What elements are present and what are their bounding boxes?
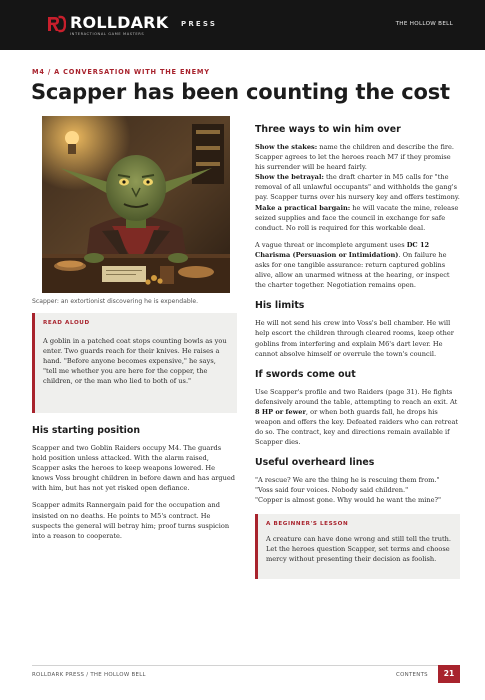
- rolldark-logo-icon: [46, 14, 66, 34]
- overheard-lines: [255, 475, 460, 505]
- way-1-text: name the children and describe the fire. Scapper agrees to let the heroes reach M7 if they promise his surrender will be heard fairly.: [255, 143, 455, 172]
- ways-to-win-section: [255, 124, 460, 290]
- starting-position-section: [32, 425, 237, 541]
- persuasion-dc-paragraph: [255, 240, 460, 290]
- overheard-line: "Copper is almost gone. Why would he want the mine?": [255, 496, 442, 505]
- press-label: PRESS: [181, 20, 218, 28]
- logo-text: ROLLDARK: [70, 13, 169, 32]
- way-3-label: Make a practical bargain:: [255, 203, 351, 212]
- page-number: 21: [438, 665, 460, 683]
- swords-section: [255, 369, 460, 448]
- swords-text: [255, 387, 460, 448]
- overheard-line: "Voss said four voices. Nobody said children.": [255, 486, 409, 495]
- swords-text-before: Use Scapper's profile and two Raiders (page 31). He fights defensively around the table, attempting to reach an exit. At: [255, 387, 458, 406]
- book-title: THE HOLLOW BELL: [395, 21, 453, 27]
- goblin-portrait-illustration: [42, 116, 230, 293]
- swords-heading: If swords come out: [255, 368, 356, 380]
- dc-text-before: A vague threat or incomplete argument uses: [255, 240, 407, 249]
- chapter-kicker: M4 / A CONVERSATION WITH THE ENEMY: [32, 68, 210, 76]
- read-aloud-text: A goblin in a patched coat stops counting bowls as you enter. Two guards reach for their knives. He raises a hand. "Before anyone becomes expensive," he says, "tell me whether you are here for the copper, the children, or the man who lied to both of us.": [43, 337, 227, 386]
- right-column: [255, 124, 460, 579]
- way-1-label: Show the stakes:: [255, 143, 318, 151]
- starting-position-heading: His starting position: [32, 425, 141, 436]
- top-bar: [0, 0, 485, 50]
- overheard-heading: Useful overheard lines: [255, 457, 375, 469]
- starting-position-paragraph-2: Scapper admits Rannergain paid for the occupation and insisted on no deaths. He points to M5's contract. He suspects the general will betray him; proof turns suspicion into a reason to cooperate.: [32, 501, 230, 540]
- overheard-line: "A rescue? We are the thing he is rescuing them from.": [255, 476, 440, 485]
- logo-tagline: INTERACTIONAL GAME MASTERS: [70, 32, 145, 36]
- ways-to-win-list: [255, 142, 460, 233]
- read-aloud-box: [32, 313, 237, 413]
- hp-threshold: 8 HP or fewer: [255, 407, 306, 416]
- ways-to-win-heading: Three ways to win him over: [255, 124, 401, 135]
- swords-text-after: , or when both guards fall, he drops his weapon and offers the key. Defeated raiders who can retreat do so. The contract, key and directions remain available if Scapper dies.: [255, 407, 459, 447]
- way-2-label: Show the betrayal:: [255, 173, 324, 182]
- contents-link[interactable]: CONTENTS: [396, 672, 428, 678]
- lesson-label: A BEGINNER'S LESSON: [266, 520, 349, 527]
- figure-caption: Scapper: an extortionist discovering he is expendable.: [32, 298, 199, 305]
- limits-text: He will not send his crew into Voss's bell chamber. He will help escort the children through cleared rooms, keep other goblins from interfering and explain M6's dart lever. He cannot absolve himself or overrule the town's council.: [255, 319, 454, 358]
- limits-section: [255, 300, 460, 358]
- limits-heading: His limits: [255, 300, 305, 312]
- left-column: [32, 116, 237, 541]
- footer-divider: [32, 665, 457, 666]
- way-2-text: the draft charter in M5 calls for "the removal of all unlawful occupants" and withholds the gang's pay. Scapper turns over his nursery key and offers testimony.: [255, 173, 460, 202]
- beginners-lesson-box: [255, 514, 460, 579]
- dc-text-after: . On failure he asks for one tangible assurance: return captured goblins alive, allow an unarmed witness at the hearing, or inspect the charter together. Negotiation remains open.: [255, 250, 450, 290]
- footer-credit: ROLLDARK PRESS / THE HOLLOW BELL: [32, 672, 146, 678]
- page-title: Scapper has been counting the cost: [31, 80, 450, 104]
- read-aloud-label: READ ALOUD: [43, 320, 90, 326]
- overheard-section: [255, 457, 460, 505]
- starting-position-paragraph-1: Scapper and two Goblin Raiders occupy M4. The guards hold position unless attacked. With the alarm raised, Scapper asks the heroes to keep weapons lowered. He knows Voss brought children in before dawn and has argued with him, but has not yet risked open defiance.: [32, 444, 236, 493]
- way-3-text: he will vacate the mine, release seized supplies and face the council in exchange for safe conduct. No roll is required for this workable deal.: [255, 203, 459, 232]
- lesson-text: A creature can have done wrong and still tell the truth. Let the heroes question Scapper, set terms and choose mercy without presenting their decision as foolish.: [266, 534, 451, 563]
- dc-check: DC 12 Charisma (Persuasion or Intimidation): [255, 240, 430, 259]
